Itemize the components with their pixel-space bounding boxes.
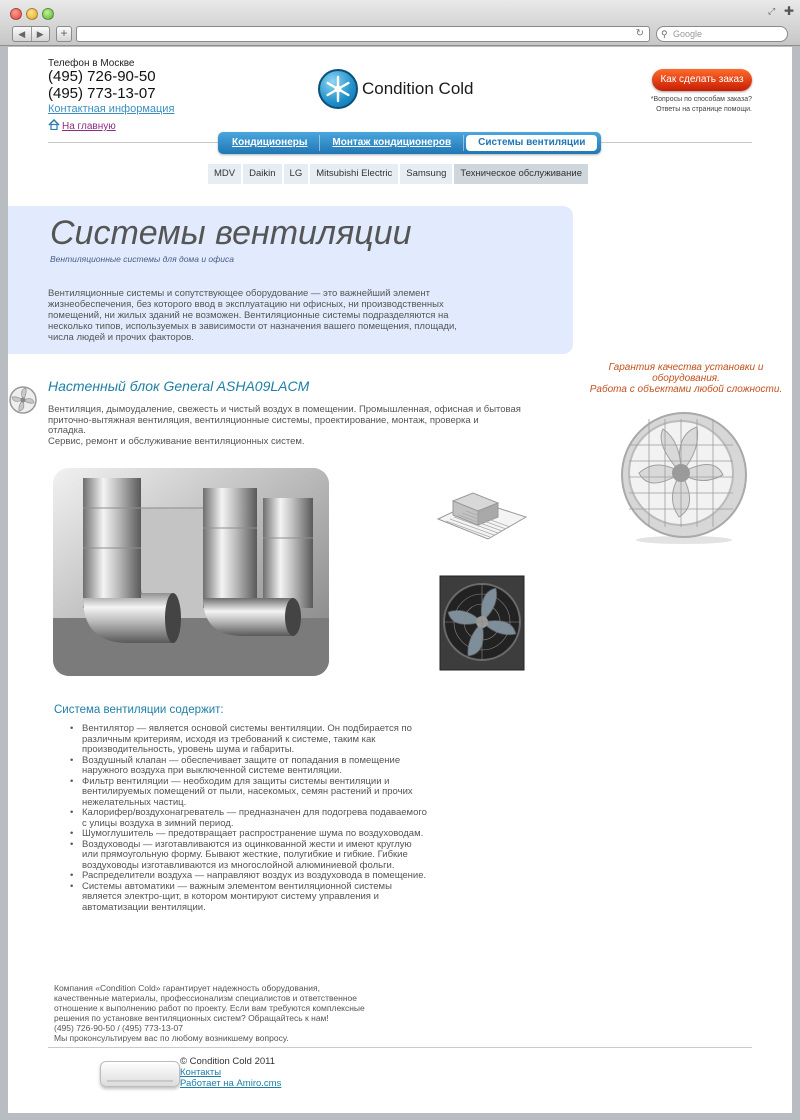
- snowflake-logo-icon: [318, 69, 358, 109]
- list-item: • Системы автоматики — важным элементом вентиляционной системы является электро-щит, в котором монтируют систему управления и автоматизации вентиляции.: [68, 882, 428, 914]
- footer-divider: [48, 1047, 752, 1048]
- order-note-line-2[interactable]: Ответы на странице помощи.: [656, 106, 752, 113]
- guarantee-line-3: Работа с объектами любой сложности.: [589, 384, 783, 395]
- footer-text-line: качественные материалы, профессионализм специалистов и ответственное: [54, 993, 357, 1003]
- air-conditioner-image: [100, 1061, 180, 1087]
- unit-description-line: приточно-вытяжная вентиляция, вентиляционные системы, проектирование, монтаж, проверка и: [48, 414, 479, 426]
- guarantee-line-2: оборудования.: [652, 373, 720, 384]
- page-title: Системы вентиляции: [50, 214, 412, 252]
- order-help-note: [600, 95, 752, 115]
- unit-description-line: Сервис, ремонт и обслуживание вентиляционных систем.: [48, 435, 305, 447]
- nav-item-installation[interactable]: Монтаж кондиционеров: [332, 137, 452, 148]
- logo-text: Condition Cold: [362, 79, 474, 98]
- home-link-label: На главную: [62, 121, 116, 132]
- footer-text-line: отношение к выполнению работ по проекту. Если вам требуются комплексные: [54, 1003, 365, 1013]
- subnav-item-mitsubishi[interactable]: Mitsubishi Electric: [310, 164, 398, 184]
- order-note-line-1: *Вопросы по способам заказа?: [650, 96, 752, 103]
- list-item: • Вентилятор — является основой системы вентиляции. Он подбирается по различным критериям, исходя из требований к системе, таким как производительность, уровень шума и габариты.: [68, 724, 428, 756]
- ventilation-ducts-photo: [53, 468, 329, 676]
- guarantee-line-1: Гарантия качества установки и: [608, 362, 764, 373]
- list-item: • Фильтр вентиляции — необходим для защиты системы вентиляции и вентилируемых помещений от пыли, насекомых, семян растений и прочих нежелательных частиц.: [68, 777, 428, 809]
- main-nav: [218, 132, 601, 154]
- footer-text-line: Мы проконсультируем вас по любому возникшему вопросу.: [54, 1033, 289, 1043]
- search-icon: ⚲: [661, 29, 668, 39]
- axial-fan-image: [438, 572, 528, 674]
- ceiling-vent-image: [428, 479, 528, 547]
- list-item: • Воздуховоды — изготавливаются из оцинкованной жести и имеют круглую или прямоугольную форму. Бывают жесткие, полугибкие и гибкие. Гибкие воздуховоды изготавливаются из многослойной алюминиевой фольги.: [68, 840, 428, 872]
- subnav-item-mdv[interactable]: MDV: [208, 164, 241, 184]
- fan-icon: [8, 384, 38, 416]
- hero-banner: [8, 206, 573, 354]
- search-input[interactable]: [656, 26, 788, 42]
- footer-company-text: [54, 983, 414, 1043]
- subnav-item-lg[interactable]: LG: [284, 164, 309, 184]
- minimize-window-button[interactable]: [26, 8, 38, 20]
- nav-separator: [463, 135, 464, 151]
- back-button[interactable]: ◀: [18, 29, 26, 39]
- close-window-button[interactable]: [10, 8, 22, 20]
- page-subtitle: Вентиляционные системы для дома и офиса: [50, 254, 234, 264]
- list-item: • Калорифер/воздухонагреватель — предназначен для подогрева подаваемого с улицы воздуха в зимний период.: [68, 808, 428, 829]
- guarantee-note: [586, 362, 786, 395]
- brand-subnav: [208, 164, 588, 184]
- subnav-item-daikin[interactable]: Daikin: [243, 164, 281, 184]
- home-link[interactable]: [48, 119, 116, 132]
- web-page: [8, 47, 792, 1113]
- unit-description: [48, 405, 538, 447]
- how-to-order-button[interactable]: Как сделать заказ: [652, 69, 752, 91]
- phone-number-2: (495) 773-13-07: [48, 85, 156, 102]
- new-tab-button[interactable]: +: [56, 26, 72, 42]
- phone-label: Телефон в Москве: [48, 58, 135, 69]
- powered-by-link[interactable]: Работает на Amiro.cms: [180, 1078, 282, 1089]
- hero-description: Вентиляционные системы и сопутствующее оборудование — это важнейший элемент жизнеобеспечения, без которого ввод в эксплуатацию ни офисных, ни производственных помещений, ни жилых зданий не возможен. Вентиляционные системы подразделяются на несколько типов, используемых в зависимости от назначения вашего помещения, площади, числа людей и прочих факторов.: [48, 288, 457, 343]
- forward-button[interactable]: ▶: [31, 27, 50, 41]
- ac-vent-stripe: [107, 1080, 173, 1082]
- subnav-item-service[interactable]: Техническое обслуживание: [454, 164, 588, 184]
- home-icon: [48, 119, 60, 130]
- list-item: • Распределители воздуха — направляют воздух из воздуховода в помещение.: [68, 871, 428, 882]
- list-item: • Шумоглушитель — предотвращает распространение шума по воздуховодам.: [68, 829, 428, 840]
- list-item: • Воздушный клапан — обеспечивает защите от попадания в помещение наружного воздуха при выключенной системе вентиляции.: [68, 756, 428, 777]
- reload-icon[interactable]: ↻: [635, 28, 644, 39]
- components-list: [68, 724, 428, 913]
- site-logo[interactable]: [318, 69, 498, 113]
- nav-item-conditioners[interactable]: Кондиционеры: [232, 137, 308, 148]
- contains-title: Система вентиляции содержит:: [54, 704, 224, 716]
- unit-description-line: Вентиляция, дымоудаление, свежесть и чистый воздух в помещении. Промышленная, офисная и бытовая: [48, 404, 521, 415]
- footer-text-line: Компания «Condition Cold» гарантирует надежность оборудования,: [54, 983, 320, 993]
- contacts-link[interactable]: Контакты: [180, 1067, 222, 1078]
- history-nav: [12, 26, 50, 42]
- contact-info-link[interactable]: Контактная информация: [48, 103, 175, 115]
- address-bar[interactable]: [76, 26, 650, 42]
- fullscreen-icon[interactable]: ⤢: [768, 6, 776, 16]
- unit-description-line: отладка.: [48, 425, 86, 436]
- unit-title: Настенный блок General ASHA09LACM: [48, 378, 310, 394]
- footer-text-line: решения по установке вентиляционных систем? Обращайтесь к нам!: [54, 1013, 329, 1023]
- zoom-window-button[interactable]: [42, 8, 54, 20]
- phone-number-1: (495) 726-90-50: [48, 68, 156, 85]
- browser-toolbar: [0, 0, 800, 46]
- nav-item-ventilation[interactable]: Системы вентиляции: [466, 135, 597, 151]
- subnav-item-samsung[interactable]: Samsung: [400, 164, 452, 184]
- copyright: © Condition Cold 2011: [180, 1056, 276, 1067]
- round-fan-image: [619, 405, 749, 545]
- add-icon[interactable]: ✚: [783, 4, 794, 18]
- footer-text-line: (495) 726-90-50 / (495) 773-13-07: [54, 1023, 183, 1033]
- search-placeholder: Google: [673, 29, 703, 39]
